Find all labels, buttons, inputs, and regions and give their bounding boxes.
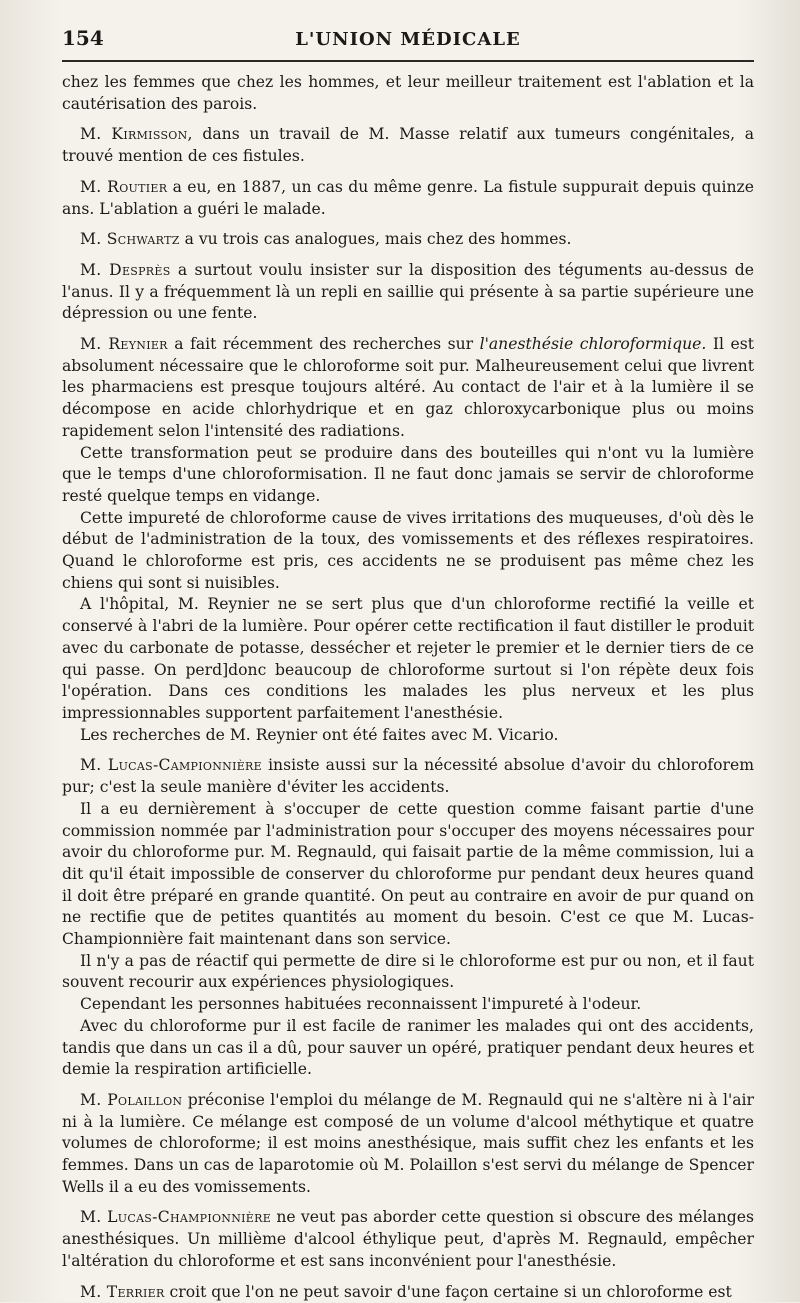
paragraph: M. Schwartz a vu trois cas analogues, mais chez des hommes. [80,230,572,249]
italic-topic: l'anesthésie chloroformique. [479,335,707,354]
paragraph: M. Kirmisson, dans un travail de M. Masse relatif aux tumeurs congénitales, a trouvé mention de ces fistules. [62,125,754,166]
page-number: 154 [62,26,104,50]
paragraph: Il a eu dernièrement à s'occuper de cette question comme faisant partie d'une commission nommée par l'administration pour s'occuper des moyens nécessaires pour avoir du chloroforme pur. M. Regnauld, qui faisait partie de la même commission, lui a dit qu'il était impossible de conserver du chloroforme pur pendant deux heures quand il doit être préparé en grande quantité. On peut au contraire en avoir de pur quand on ne rectifie que de petites quantités au moment du besoin. C'est ce que M. Lucas-Championnière fait maintenant dans son service. [62,799,754,949]
speaker-name: M. Kirmisson, [80,125,193,144]
speaker-name: M. Schwartz [80,230,180,249]
speaker-name: M. Routier [80,177,168,196]
paragraph: Avec du chloroforme pur il est facile de ranimer les malades qui ont des accidents, tandis que dans un cas il a dû, pour sauver un opéré, pratiquer pendant deux heures et demie la respiration artificielle. [62,1016,754,1079]
paragraph: M. Lucas-Campionnière insiste aussi sur la nécessité absolue d'avoir du chloroforem pur; c'est la seule manière d'éviter les accidents. [62,756,755,797]
speaker-name: M. Polaillon [80,1090,183,1109]
paragraph: Les recherches de M. Reynier ont été faites avec M. Vicario. [80,725,559,744]
speaker-name: M. Reynier [80,335,168,354]
paragraph: chez les femmes que chez les hommes, et leur meilleur traitement est l'ablation et la cautérisation des parois. [62,73,754,113]
paragraph: Il n'y a pas de réactif qui permette de dire si le chloroforme est pur ou non, et il faut souvent recourir aux expériences physiologiques. [62,951,754,992]
page-header [62,0,754,62]
paragraph: Cette impureté de chloroforme cause de vives irritations des muqueuses, d'où dès le début de l'administration de la toux, des vomissements et des réflexes respiratoires. Quand le chloroforme est pris, ces accidents ne se produisent pas même chez les chiens qui sont si nuisibles. [62,508,754,592]
paragraph: M. Desprès a surtout voulu insister sur la disposition des téguments au-dessus de l'anus. Il y a fréquemment là un repli en saillie qui présente à sa partie supérieure une dépression ou une fente. [62,260,754,323]
paragraph: M. Terrier croit que l'on ne peut savoir d'une façon certaine si un chloroforme est [80,1282,732,1301]
speaker-name: M. Lucas-Championnière [80,1208,272,1227]
paragraph: Cependant les personnes habituées reconnaissent l'impureté à l'odeur. [80,995,642,1014]
paragraph: M. Reynier a fait récemment des recherches sur l'anesthésie chloroformique. Il est absolument nécessaire que le chloroforme soit pur. Malheureusement celui que livrent les pharmaciens est presque toujours altéré. Au contact de l'air et à la lumière il se décompose en acide chlorhydrique et en gaz chloroxycarbonique plus ou moins rapidement selon l'intensité des radiations. [62,335,755,440]
speaker-name: M. Lucas-Campionnière [80,756,262,775]
speaker-name: M. Terrier [80,1282,165,1301]
running-title: L'UNION MÉDICALE [295,29,521,50]
body-text [62,72,754,1303]
paragraph: M. Polaillon préconise l'emploi du mélange de M. Regnauld qui ne s'altère ni à l'air ni à la lumière. Ce mélange est composé de un volume d'alcool méthytique et quatre volumes de chloroforme; il est moins anesthésique, mais suffit chez les enfants et les femmes. Dans un cas de laparotomie où M. Polaillon s'est servi du mélange de Spencer Wells il a eu des vomissements. [62,1090,754,1196]
paragraph: M. Lucas-Championnière ne veut pas aborder cette question si obscure des mélanges anesthésiques. Un millième d'alcool éthylique peut, d'après M. Regnauld, empêcher l'altération du chloroforme et est sans inconvénient pour l'anesthésie. [62,1208,754,1270]
paragraph: Cette transformation peut se produire dans des bouteilles qui n'ont vu la lumière que le temps d'une chloroformisation. Il ne faut donc jamais se servir de chloroforme resté quelque temps en vidange. [62,443,754,505]
paragraph: M. Routier a eu, en 1887, un cas du même genre. La fistule suppurait depuis quinze ans. L'ablation a guéri le malade. [62,177,754,218]
speaker-name: M. Desprès [80,260,171,279]
paragraph: A l'hôpital, M. Reynier ne se sert plus que d'un chloroforme rectifié la veille et conservé à l'abri de la lumière. Pour opérer cette rectification il faut distiller le produit avec du carbonate de potasse, dessécher et rejeter le premier et le dernier tiers de ce qui passe. On perd]donc beaucoup de chloroforme surtout si l'on répète deux fois l'opération. Dans ces conditions les malades les plus nerveux et les plus impressionnables supportent parfaitement l'anesthésie. [62,595,754,722]
